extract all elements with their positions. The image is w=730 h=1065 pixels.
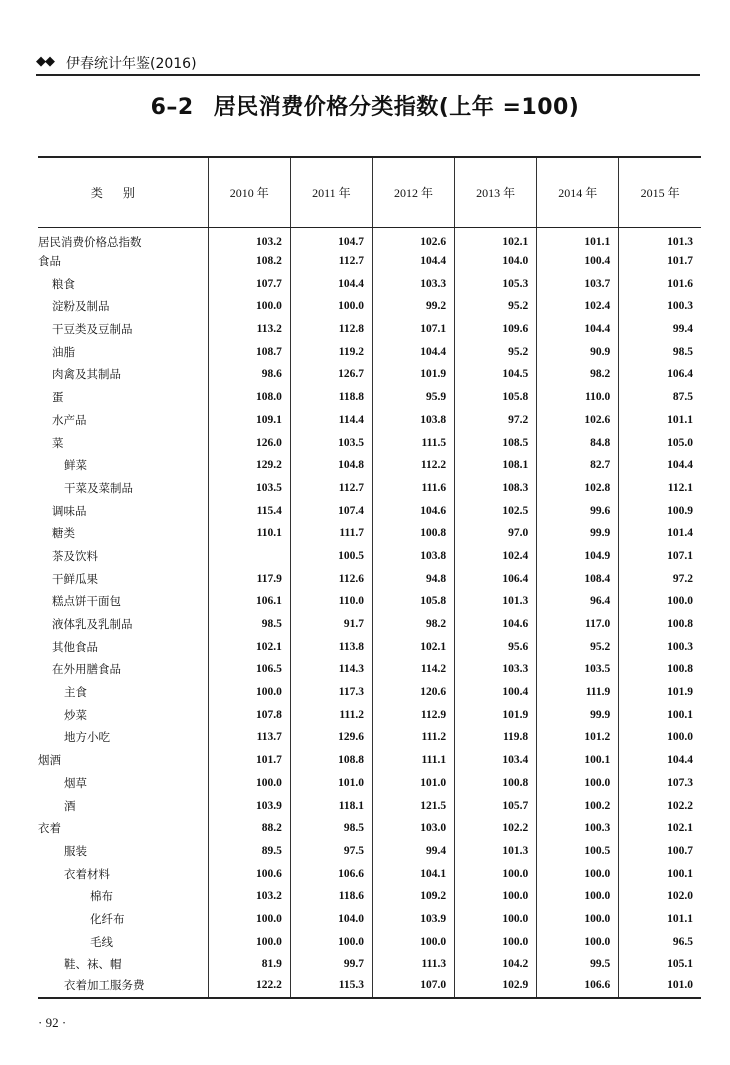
index-value-cell: 118.8 [290, 386, 372, 409]
index-value-cell: 101.9 [619, 681, 701, 704]
index-value-cell: 111.2 [372, 726, 454, 749]
index-value-cell: 106.6 [290, 862, 372, 885]
index-value-cell: 101.6 [619, 272, 701, 295]
table-body [38, 227, 701, 998]
index-value-cell: 101.2 [537, 726, 619, 749]
index-value-cell: 107.3 [619, 772, 701, 795]
index-value-cell: 104.5 [455, 363, 537, 386]
index-value-cell: 113.8 [290, 635, 372, 658]
row-label: 粮食 [52, 276, 75, 291]
index-value-cell: 108.2 [208, 250, 290, 273]
index-value-cell: 100.6 [208, 862, 290, 885]
index-value-cell: 126.7 [290, 363, 372, 386]
diamond-ornament-icon: ◆◆ [36, 54, 54, 69]
table-row [38, 613, 701, 636]
book-title: 伊春统计年鉴(2016) [66, 56, 197, 72]
row-label: 炒菜 [64, 707, 87, 722]
index-value-cell: 100.4 [537, 250, 619, 273]
index-value-cell: 100.0 [537, 885, 619, 908]
index-value-cell: 111.3 [372, 953, 454, 976]
index-value-cell: 126.0 [208, 431, 290, 454]
index-value-cell: 101.1 [537, 227, 619, 250]
index-value-cell: 115.3 [290, 976, 372, 999]
table-title-text: 居民消费价格分类指数(上年 =100) [213, 95, 580, 120]
table-row [38, 522, 701, 545]
row-label: 服装 [64, 843, 87, 858]
index-value-cell: 129.2 [208, 454, 290, 477]
index-value-cell: 102.6 [372, 227, 454, 250]
table-row [38, 250, 701, 273]
row-label: 烟酒 [38, 753, 61, 768]
index-value-cell: 110.1 [208, 522, 290, 545]
index-value-cell: 89.5 [208, 840, 290, 863]
index-value-cell: 95.2 [537, 635, 619, 658]
table-row [38, 681, 701, 704]
index-value-cell: 101.3 [619, 227, 701, 250]
index-value-cell: 99.9 [537, 522, 619, 545]
index-value-cell: 102.1 [208, 635, 290, 658]
index-value-cell: 100.0 [619, 726, 701, 749]
table-row [38, 363, 701, 386]
index-value-cell: 114.4 [290, 409, 372, 432]
index-value-cell: 101.0 [290, 772, 372, 795]
table-row [38, 817, 701, 840]
index-value-cell: 95.2 [455, 295, 537, 318]
table-title [0, 90, 730, 121]
index-value-cell: 104.4 [537, 318, 619, 341]
index-value-cell: 108.1 [455, 454, 537, 477]
index-value-cell: 118.1 [290, 794, 372, 817]
index-value-cell: 111.6 [372, 477, 454, 500]
table-row [38, 272, 701, 295]
index-value-cell: 101.0 [372, 772, 454, 795]
table-row [38, 930, 701, 953]
row-label: 衣着材料 [64, 866, 110, 881]
row-label: 衣着加工服务费 [38, 976, 208, 999]
table-row [38, 703, 701, 726]
index-value-cell: 96.4 [537, 590, 619, 613]
index-value-cell: 102.2 [455, 817, 537, 840]
index-value-cell: 98.5 [290, 817, 372, 840]
index-value-cell: 107.7 [208, 272, 290, 295]
index-value-cell: 101.3 [455, 590, 537, 613]
index-value-cell: 104.6 [455, 613, 537, 636]
index-value-cell: 95.6 [455, 635, 537, 658]
row-label: 棉布 [90, 889, 113, 904]
index-value-cell: 100.0 [537, 772, 619, 795]
index-value-cell: 104.4 [372, 340, 454, 363]
row-label: 蛋 [52, 390, 64, 405]
index-value-cell: 108.0 [208, 386, 290, 409]
index-value-cell: 100.0 [619, 590, 701, 613]
index-value-cell: 101.9 [372, 363, 454, 386]
row-label: 主食 [64, 685, 87, 700]
index-value-cell: 102.4 [537, 295, 619, 318]
index-value-cell: 84.8 [537, 431, 619, 454]
index-value-cell: 104.0 [455, 250, 537, 273]
row-label: 油脂 [52, 344, 75, 359]
index-value-cell: 101.3 [455, 840, 537, 863]
index-value-cell: 101.1 [619, 409, 701, 432]
index-value-cell: 100.3 [619, 295, 701, 318]
index-value-cell: 103.8 [372, 545, 454, 568]
index-value-cell: 99.4 [372, 840, 454, 863]
index-value-cell: 100.0 [372, 930, 454, 953]
index-value-cell: 105.8 [372, 590, 454, 613]
index-value-cell: 98.2 [537, 363, 619, 386]
index-value-cell: 87.5 [619, 386, 701, 409]
index-value-cell: 100.8 [372, 522, 454, 545]
index-value-cell: 100.0 [537, 908, 619, 931]
table-row [38, 477, 701, 500]
table-row [38, 885, 701, 908]
index-value-cell: 103.7 [537, 272, 619, 295]
index-value-cell: 100.0 [290, 295, 372, 318]
index-value-cell: 103.3 [455, 658, 537, 681]
index-value-cell: 94.8 [372, 567, 454, 590]
row-label: 菜 [52, 435, 64, 450]
index-value-cell: 112.2 [372, 454, 454, 477]
table-row [38, 726, 701, 749]
index-value-cell: 119.2 [290, 340, 372, 363]
index-value-cell: 98.6 [208, 363, 290, 386]
index-value-cell: 112.9 [372, 703, 454, 726]
index-value-cell: 104.9 [537, 545, 619, 568]
index-value-cell: 117.0 [537, 613, 619, 636]
table-row [38, 409, 701, 432]
index-value-cell: 101.9 [455, 703, 537, 726]
index-value-cell: 106.4 [619, 363, 701, 386]
index-value-cell: 103.8 [372, 409, 454, 432]
index-value-cell: 103.9 [372, 908, 454, 931]
index-value-cell: 109.6 [455, 318, 537, 341]
row-label: 烟草 [64, 775, 87, 790]
index-value-cell: 100.0 [455, 885, 537, 908]
row-label: 食品 [38, 254, 61, 269]
index-value-cell: 100.2 [537, 794, 619, 817]
row-label: 糕点饼干面包 [52, 594, 121, 609]
table-row [38, 454, 701, 477]
index-value-cell: 99.6 [537, 499, 619, 522]
column-header-year: 2013 年 [455, 157, 537, 227]
index-value-cell: 101.7 [619, 250, 701, 273]
index-value-cell: 103.4 [455, 749, 537, 772]
table-row [38, 499, 701, 522]
index-value-cell: 100.7 [619, 840, 701, 863]
table-row [38, 386, 701, 409]
index-value-cell: 82.7 [537, 454, 619, 477]
index-value-cell: 105.1 [619, 953, 701, 976]
table-row [38, 658, 701, 681]
index-value-cell: 100.0 [455, 930, 537, 953]
table-row [38, 318, 701, 341]
table-row [38, 340, 701, 363]
index-value-cell: 111.5 [372, 431, 454, 454]
index-value-cell: 107.1 [619, 545, 701, 568]
index-value-cell: 106.6 [537, 976, 619, 999]
index-value-cell: 100.4 [455, 681, 537, 704]
index-value-cell: 97.2 [455, 409, 537, 432]
table-row [38, 908, 701, 931]
index-value-cell: 101.7 [208, 749, 290, 772]
index-value-cell: 112.6 [290, 567, 372, 590]
index-value-cell: 114.3 [290, 658, 372, 681]
table-row [38, 545, 701, 568]
row-label: 肉禽及其制品 [52, 367, 121, 382]
index-value-cell: 111.2 [290, 703, 372, 726]
column-header-category: 类别 [38, 157, 208, 227]
row-label: 干菜及菜制品 [64, 480, 133, 495]
index-value-cell: 90.9 [537, 340, 619, 363]
index-value-cell: 105.0 [619, 431, 701, 454]
table-number: 6–2 [150, 95, 194, 120]
index-value-cell: 129.6 [290, 726, 372, 749]
index-value-cell: 102.4 [455, 545, 537, 568]
index-value-cell: 100.0 [290, 930, 372, 953]
index-value-cell: 101.0 [619, 976, 701, 999]
column-header-year: 2010 年 [208, 157, 290, 227]
index-value-cell: 105.8 [455, 386, 537, 409]
index-value-cell: 105.7 [455, 794, 537, 817]
index-value-cell: 102.0 [619, 885, 701, 908]
table-row [38, 840, 701, 863]
table-row [38, 862, 701, 885]
index-value-cell: 99.9 [537, 703, 619, 726]
index-value-cell: 103.5 [208, 477, 290, 500]
index-value-cell: 98.5 [619, 340, 701, 363]
row-label: 酒 [64, 798, 76, 813]
index-value-cell: 96.5 [619, 930, 701, 953]
index-value-cell: 118.6 [290, 885, 372, 908]
index-value-cell: 100.0 [208, 295, 290, 318]
index-value-cell: 104.6 [372, 499, 454, 522]
index-value-cell: 97.2 [619, 567, 701, 590]
row-label: 地方小吃 [64, 730, 110, 745]
row-label: 淀粉及制品 [52, 299, 110, 314]
index-value-cell: 103.2 [208, 885, 290, 908]
index-value-cell: 110.0 [537, 386, 619, 409]
index-value-cell: 81.9 [208, 953, 290, 976]
index-value-cell: 100.0 [537, 930, 619, 953]
index-value-cell: 112.7 [290, 477, 372, 500]
index-value-cell: 100.0 [208, 908, 290, 931]
index-value-cell: 98.5 [208, 613, 290, 636]
index-value-cell: 117.3 [290, 681, 372, 704]
index-value-cell: 97.5 [290, 840, 372, 863]
index-value-cell: 108.7 [208, 340, 290, 363]
row-label: 干豆类及豆制品 [52, 322, 133, 337]
index-value-cell: 100.1 [537, 749, 619, 772]
index-value-cell: 100.0 [208, 930, 290, 953]
index-value-cell: 107.1 [372, 318, 454, 341]
index-value-cell: 119.8 [455, 726, 537, 749]
row-label: 糖类 [52, 526, 75, 541]
index-value-cell: 102.5 [455, 499, 537, 522]
index-value-cell: 103.2 [208, 227, 290, 250]
index-value-cell: 100.0 [208, 681, 290, 704]
table-row [38, 772, 701, 795]
index-value-cell: 104.2 [455, 953, 537, 976]
header-row [38, 157, 701, 227]
index-value-cell: 107.4 [290, 499, 372, 522]
index-value-cell: 99.4 [619, 318, 701, 341]
index-value-cell: 103.5 [537, 658, 619, 681]
index-value-cell: 100.9 [619, 499, 701, 522]
row-label: 其他食品 [52, 639, 98, 654]
row-label: 干鲜瓜果 [52, 571, 98, 586]
index-value-cell: 102.1 [455, 227, 537, 250]
index-value-cell: 104.8 [290, 454, 372, 477]
column-header-year: 2011 年 [290, 157, 372, 227]
index-value-cell: 114.2 [372, 658, 454, 681]
index-value-cell: 100.3 [619, 635, 701, 658]
row-label: 鞋、袜、帽 [64, 957, 122, 972]
index-value-cell: 102.9 [455, 976, 537, 999]
index-value-cell: 109.1 [208, 409, 290, 432]
index-value-cell: 104.0 [290, 908, 372, 931]
index-value-cell: 103.5 [290, 431, 372, 454]
index-value-cell: 112.8 [290, 318, 372, 341]
index-value-cell: 104.4 [372, 250, 454, 273]
index-value-cell: 91.7 [290, 613, 372, 636]
index-value-cell: 108.3 [455, 477, 537, 500]
index-value-cell: 113.2 [208, 318, 290, 341]
index-value-cell: 100.8 [619, 658, 701, 681]
index-value-cell: 102.8 [537, 477, 619, 500]
index-value-cell: 101.4 [619, 522, 701, 545]
table-row [38, 635, 701, 658]
index-value-cell: 103.9 [208, 794, 290, 817]
table-row [38, 227, 701, 250]
index-value-cell: 108.4 [537, 567, 619, 590]
row-label: 在外用膳食品 [52, 662, 121, 677]
table-row [38, 590, 701, 613]
index-value-cell: 100.5 [290, 545, 372, 568]
index-value-cell: 100.0 [455, 862, 537, 885]
index-value-cell: 100.8 [619, 613, 701, 636]
index-value-cell: 122.2 [208, 976, 290, 999]
column-header-year: 2012 年 [372, 157, 454, 227]
table-row [38, 295, 701, 318]
index-value-cell: 111.7 [290, 522, 372, 545]
index-value-cell: 100.8 [455, 772, 537, 795]
row-label: 衣着 [38, 821, 61, 836]
page-number: · 92 · [38, 1015, 67, 1030]
row-label: 茶及饮料 [52, 548, 98, 563]
index-value-cell: 99.7 [290, 953, 372, 976]
index-value-cell: 106.1 [208, 590, 290, 613]
index-value-cell: 100.0 [208, 772, 290, 795]
row-label: 液体乳及乳制品 [52, 617, 133, 632]
index-value-cell: 105.3 [455, 272, 537, 295]
index-value-cell: 109.2 [372, 885, 454, 908]
column-header-year: 2014 年 [537, 157, 619, 227]
index-value-cell: 95.9 [372, 386, 454, 409]
table-row [38, 431, 701, 454]
table-row [38, 953, 701, 976]
row-label: 毛线 [90, 934, 113, 949]
index-value-cell: 108.5 [455, 431, 537, 454]
index-value-cell: 103.0 [372, 817, 454, 840]
index-value-cell: 117.9 [208, 567, 290, 590]
row-label: 鲜菜 [64, 458, 87, 473]
index-value-cell: 100.5 [537, 840, 619, 863]
index-value-cell: 88.2 [208, 817, 290, 840]
index-value-cell: 112.1 [619, 477, 701, 500]
table-row [38, 794, 701, 817]
running-head [36, 52, 700, 76]
index-value-cell: 100.3 [537, 817, 619, 840]
row-label: 水产品 [52, 412, 87, 427]
row-label: 居民消费价格总指数 [38, 234, 142, 249]
index-value-cell: 100.1 [619, 862, 701, 885]
index-value-cell: 100.0 [537, 862, 619, 885]
index-value-cell: 106.5 [208, 658, 290, 681]
index-value-cell: 95.2 [455, 340, 537, 363]
index-value-cell: 100.0 [455, 908, 537, 931]
index-value-cell: 98.2 [372, 613, 454, 636]
index-value-cell [208, 545, 290, 568]
index-value-cell: 111.1 [372, 749, 454, 772]
index-value-cell: 100.1 [619, 703, 701, 726]
index-value-cell: 101.1 [619, 908, 701, 931]
index-value-cell: 104.4 [290, 272, 372, 295]
index-value-cell: 104.4 [619, 454, 701, 477]
index-value-cell: 121.5 [372, 794, 454, 817]
index-value-cell: 104.1 [372, 862, 454, 885]
index-value-cell: 102.6 [537, 409, 619, 432]
index-value-cell: 107.8 [208, 703, 290, 726]
index-value-cell: 108.8 [290, 749, 372, 772]
index-value-cell: 97.0 [455, 522, 537, 545]
table-row [38, 567, 701, 590]
index-value-cell: 99.5 [537, 953, 619, 976]
index-value-cell: 107.0 [372, 976, 454, 999]
index-value-cell: 111.9 [537, 681, 619, 704]
index-value-cell: 104.7 [290, 227, 372, 250]
index-value-cell: 115.4 [208, 499, 290, 522]
index-value-cell: 102.1 [619, 817, 701, 840]
index-value-cell: 113.7 [208, 726, 290, 749]
column-header-year: 2015 年 [619, 157, 701, 227]
price-index-table [38, 156, 701, 999]
index-value-cell: 106.4 [455, 567, 537, 590]
row-label: 调味品 [52, 503, 87, 518]
index-value-cell: 103.3 [372, 272, 454, 295]
row-label: 化纤布 [90, 911, 125, 926]
index-value-cell: 110.0 [290, 590, 372, 613]
index-value-cell: 102.1 [372, 635, 454, 658]
index-value-cell: 99.2 [372, 295, 454, 318]
table-row [38, 976, 701, 999]
index-value-cell: 102.2 [619, 794, 701, 817]
index-value-cell: 104.4 [619, 749, 701, 772]
table-row [38, 749, 701, 772]
index-value-cell: 112.7 [290, 250, 372, 273]
index-value-cell: 120.6 [372, 681, 454, 704]
